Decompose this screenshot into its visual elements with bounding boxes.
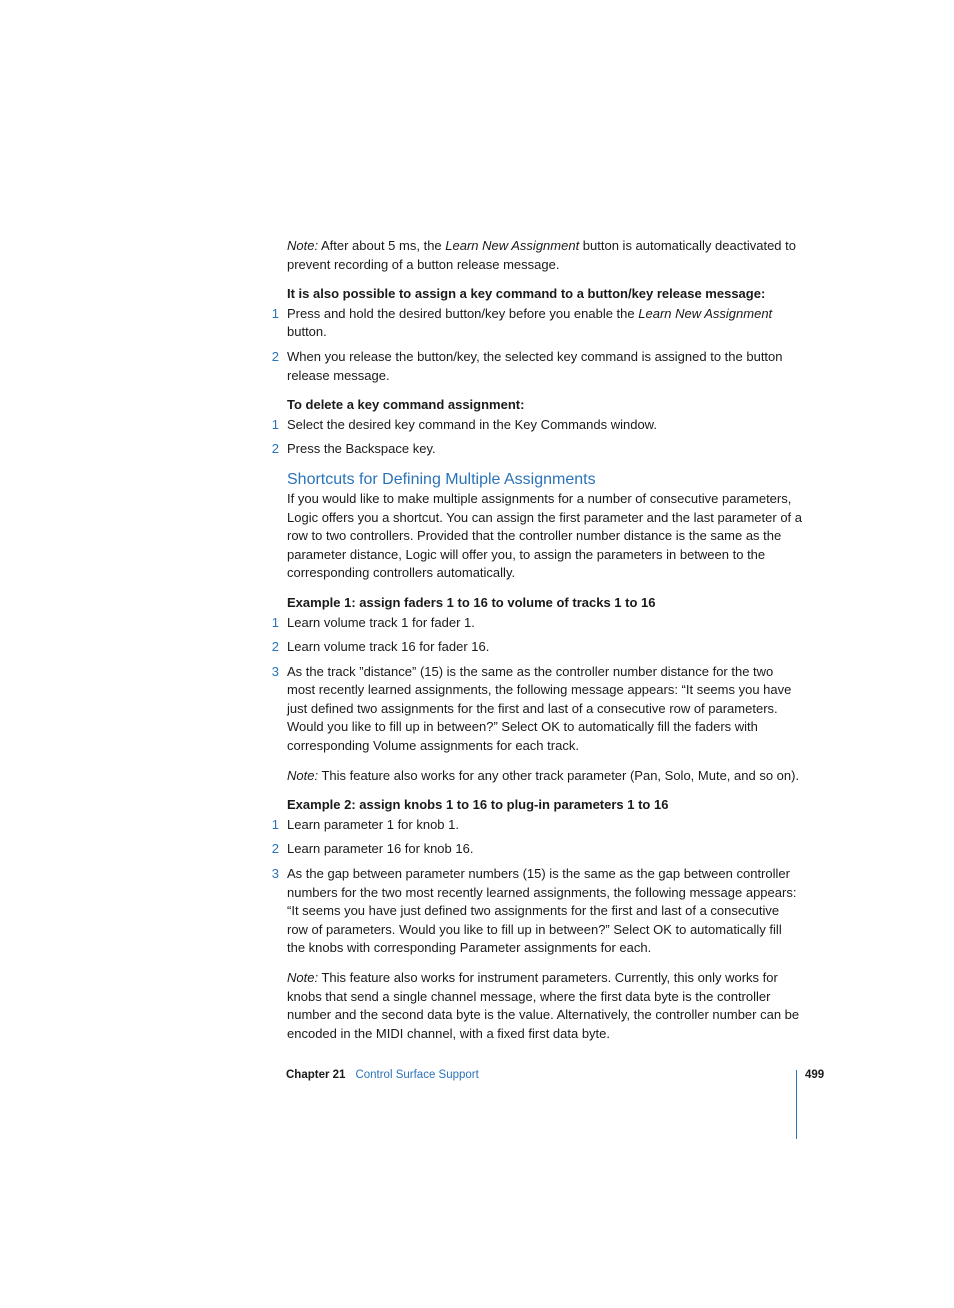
note-paragraph: Note: This feature also works for any other track parameter (Pan, Solo, Mute, and so on).: [287, 767, 800, 783]
list-item: 2 Learn parameter 16 for knob 16.: [287, 840, 802, 859]
page-body: [271, 237, 803, 1054]
list-item: 2 Learn volume track 16 for fader 16.: [287, 638, 802, 657]
step-number: 3: [271, 866, 279, 882]
note-paragraph: Note: This feature also works for instrument parameters. Currently, this only works for knobs that send a single channel message, where the first data byte is the controller number and the second data byte is the value. Alternatively, the controller number can be encoded in the MIDI channel, with a fixed first data byte.: [287, 970, 800, 1041]
page-footer: [286, 1069, 479, 1081]
note-label: Note:: [287, 238, 319, 253]
list-item: 1 Learn parameter 1 for knob 1.: [287, 816, 802, 835]
footer-divider: [796, 1070, 797, 1139]
instruction-lead: It is also possible to assign a key command to a button/key release message:: [287, 286, 766, 302]
step-number: 2: [271, 841, 279, 857]
page-number: 499: [805, 1069, 825, 1081]
note-paragraph: Note: After about 5 ms, the Learn New Assignment button is automatically deactivated to prevent recording of a button release message.: [287, 238, 796, 272]
list-item: 1 Press and hold the desired button/key before you enable the Learn New Assignment button.: [287, 305, 802, 342]
intro-paragraph: If you would like to make multiple assignments for a number of consecutive parameters, Logic offers you a shortcut. You can assign the first parameter and the last parameter of a row to two controllers. Provided that the controller number distance is the same as the parameter distance, Logic will offer you, to assign the parameters in between to the corresponding controllers automatically.: [287, 490, 803, 581]
step-number: 3: [271, 663, 279, 679]
step-number: 1: [271, 416, 279, 432]
note-label: Note:: [287, 767, 319, 783]
step-number: 2: [271, 639, 279, 655]
list-item: 3 As the track ”distance” (15) is the same as the controller number distance for the two most recently learned assignments, the following message appears: “It seems you have just defined two assignments for the first and last of a consecutive row of parameters. Would you like to fill up in between?” Select OK to automatically fill the faders with corresponding Volume assignments for each track.: [287, 663, 802, 756]
example-lead: Example 1: assign faders 1 to 16 to volume of tracks 1 to 16: [287, 594, 656, 610]
list-item: 1 Select the desired key command in the Key Commands window.: [287, 416, 802, 435]
section-heading: Shortcuts for Defining Multiple Assignments: [287, 470, 596, 488]
step-number: 2: [271, 441, 279, 457]
list-item: 2 When you release the button/key, the selected key command is assigned to the button release message.: [287, 348, 802, 385]
list-item: 3 As the gap between parameter numbers (15) is the same as the gap between controller numbers for the two most recently learned assignments, the following message appears: “It seems you have just defined two assignments for the first and last of a consecutive row of parameters. Would you like to fill up in between?” Select OK to automatically fill the knobs with corresponding Parameter assignments for each.: [287, 865, 802, 958]
chapter-title: Control Surface Support: [355, 1069, 479, 1081]
step-number: 1: [271, 305, 279, 321]
step-number: 1: [271, 614, 279, 630]
step-number: 2: [271, 348, 279, 364]
list-item: 1 Learn volume track 1 for fader 1.: [287, 614, 802, 633]
example-lead: Example 2: assign knobs 1 to 16 to plug-in parameters 1 to 16: [287, 797, 669, 813]
step-number: 1: [271, 816, 279, 832]
note-label: Note:: [287, 970, 319, 985]
list-item: 2 Press the Backspace key.: [287, 440, 802, 459]
instruction-lead: To delete a key command assignment:: [287, 397, 525, 413]
chapter-label: Chapter 21: [286, 1069, 346, 1081]
